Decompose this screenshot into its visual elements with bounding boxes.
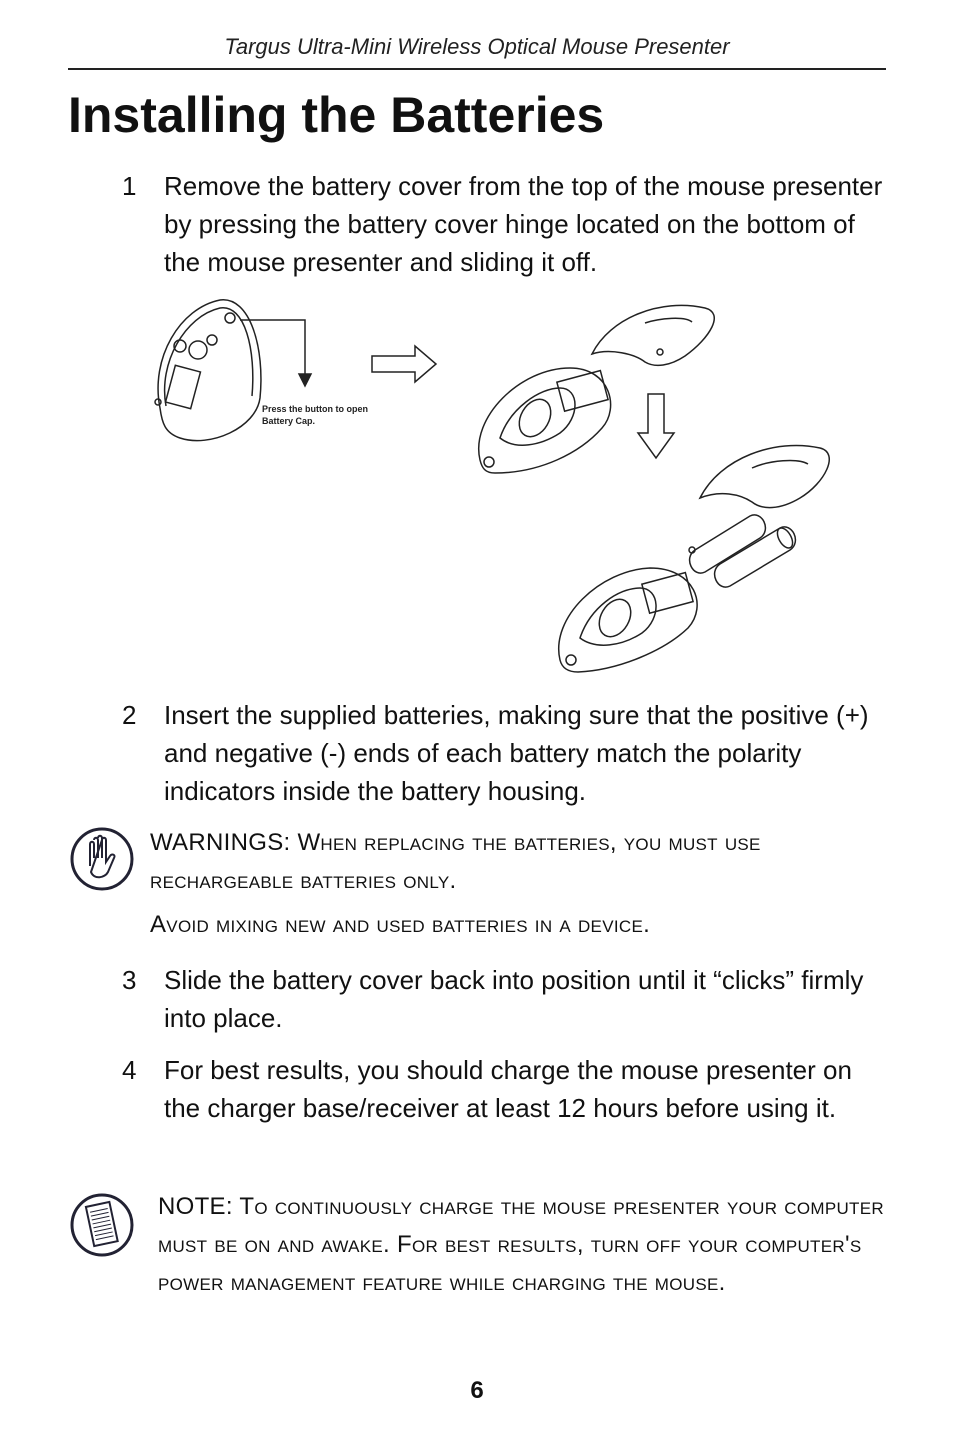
warning-text: Avoid mixing new and used batteries in a device. <box>150 911 651 938</box>
step-text: Insert the supplied batteries, making sure that the positive (+) and negative (-) ends of each battery match the polarity indicators inside the battery housing. <box>164 700 869 806</box>
step-number: 3 <box>122 965 137 995</box>
step-number: 2 <box>122 700 137 730</box>
page-number: 6 <box>470 1377 484 1404</box>
warning-callout <box>150 824 870 900</box>
step-number: 4 <box>122 1055 137 1085</box>
battery-installation-illustration <box>140 288 840 678</box>
step-text: For best results, you should charge the mouse presenter on the charger base/receiver at least 12 hours before using it. <box>164 1055 852 1123</box>
step-text: Remove the battery cover from the top of the mouse presenter by pressing the battery cover hinge located on the bottom of the mouse presenter and sliding it off. <box>164 171 883 277</box>
battery-cover-drawing <box>592 305 714 365</box>
step-4 <box>122 1051 888 1127</box>
note-callout <box>158 1188 886 1302</box>
note-text: To continuously charge the mouse presenter your computer must be on and awake. For best results, turn off your computer's power management feature while charging the mouse. <box>158 1193 884 1296</box>
warning-callout-2 <box>150 906 870 944</box>
right-arrow-icon <box>372 346 436 382</box>
step-text: Slide the battery cover back into position until it “clicks” firmly into place. <box>164 965 864 1033</box>
figure-caption: Press the button to open <box>262 404 369 414</box>
warning-text: When replacing the batteries, you must use rechargeable batteries only. <box>150 829 761 894</box>
step-3 <box>122 961 888 1037</box>
mouse-open-drawing <box>479 368 611 473</box>
page-title: Installing the Batteries <box>68 87 605 143</box>
mouse-assembled-drawing <box>559 568 697 672</box>
note-label: NOTE: <box>158 1193 233 1220</box>
figure-caption: Battery Cap. <box>262 416 316 426</box>
running-header: Targus Ultra-Mini Wireless Optical Mouse Presenter <box>224 34 730 59</box>
step-2 <box>122 696 888 810</box>
hand-stop-icon <box>70 826 134 892</box>
header-rule <box>68 68 886 70</box>
warning-label: WARNINGS: <box>150 829 291 856</box>
batteries-drawing <box>689 515 796 587</box>
down-arrow-icon <box>638 394 674 458</box>
step-number: 1 <box>122 171 137 201</box>
notepad-icon <box>70 1192 134 1258</box>
step-1 <box>122 167 888 281</box>
